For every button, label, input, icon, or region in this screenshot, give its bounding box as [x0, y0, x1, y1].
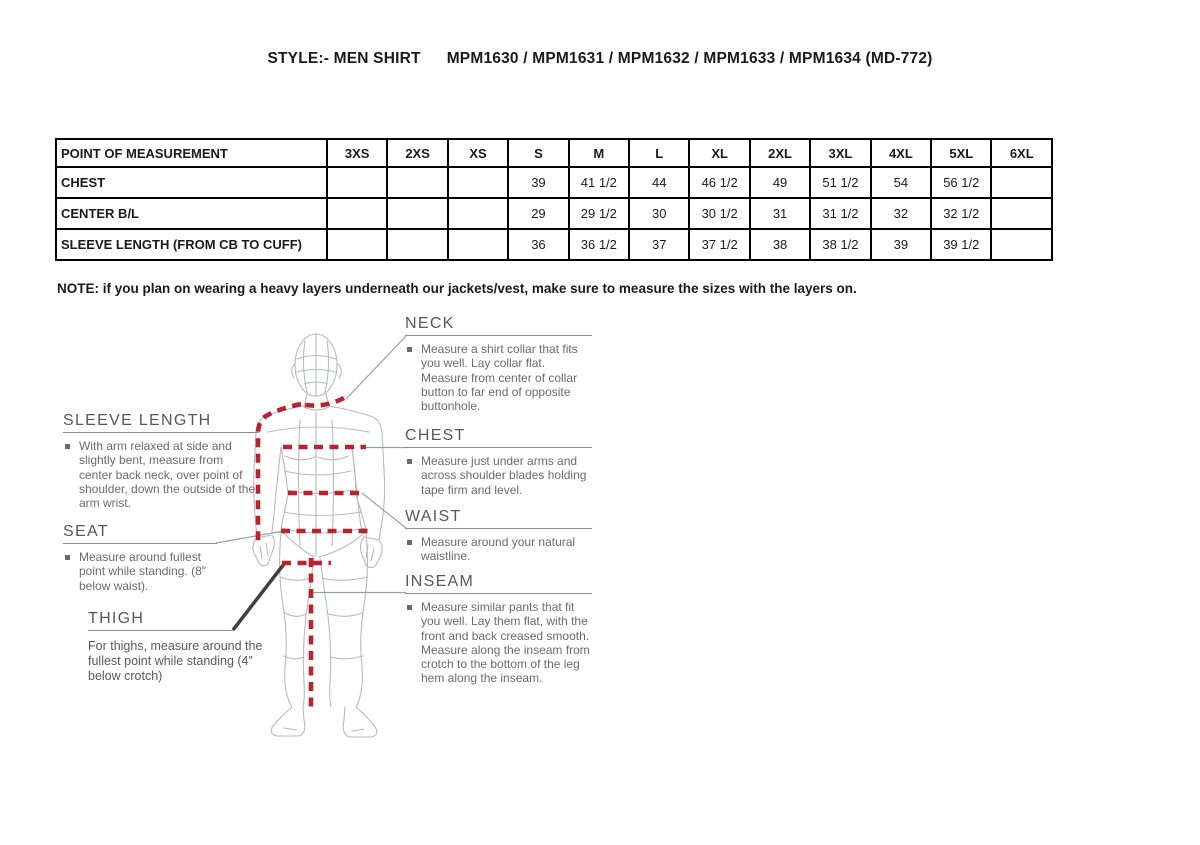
sleeve-length-heading: SLEEVE LENGTH — [63, 412, 259, 433]
thigh-description: For thighs, measure around the fullest point while standing (4” below crotch) — [88, 639, 263, 683]
waist-description-wrap — [405, 535, 592, 564]
inseam-heading: INSEAM — [405, 573, 592, 594]
size-value-cell: 29 1/2 — [569, 198, 629, 229]
size-value-cell: 29 — [508, 198, 568, 229]
seat-connector-line — [216, 532, 281, 544]
size-value-cell: 38 1/2 — [810, 229, 870, 260]
page-title — [0, 50, 1200, 68]
body-wireframe-figure — [253, 334, 385, 737]
size-value-cell — [448, 229, 508, 260]
size-value-cell — [448, 198, 508, 229]
size-value-cell — [327, 229, 387, 260]
row-label: SLEEVE LENGTH (FROM CB TO CUFF) — [56, 229, 327, 260]
table-row — [56, 198, 1052, 229]
table-row — [56, 167, 1052, 198]
size-value-cell — [991, 198, 1052, 229]
size-value-cell: 39 — [871, 229, 931, 260]
column-header-size: 2XL — [750, 139, 810, 167]
note-text: NOTE: if you plan on wearing a heavy layers underneath our jackets/vest, make sure to measure the sizes with the layers on. — [57, 281, 857, 296]
column-header-size: M — [569, 139, 629, 167]
table-row — [56, 229, 1052, 260]
column-header-size: XL — [689, 139, 749, 167]
column-header-size: 5XL — [931, 139, 991, 167]
size-table — [55, 138, 1053, 261]
square-bullet-icon — [407, 605, 412, 610]
waist-heading: WAIST — [405, 508, 592, 529]
inseam-description-wrap — [405, 600, 592, 686]
square-bullet-icon — [407, 540, 412, 545]
size-value-cell: 37 1/2 — [689, 229, 749, 260]
size-value-cell: 36 — [508, 229, 568, 260]
column-header-size: 3XS — [327, 139, 387, 167]
size-value-cell: 39 — [508, 167, 568, 198]
sleeve-length-description-wrap — [63, 439, 259, 510]
size-value-cell: 30 — [629, 198, 689, 229]
thigh-heading: THIGH — [88, 610, 235, 631]
table-header-row — [56, 139, 1052, 167]
inseam-description: Measure similar pants that fit you well. Lay them flat, with the front and back creased smooth. Measure along the inseam from crotch to the bottom of the leg hem along the inseam. — [421, 600, 590, 686]
neck-description: Measure a shirt collar that fits you well. Lay collar flat. Measure from center of collar button to far end of opposite buttonhole. — [421, 342, 578, 414]
waist-description: Measure around your natural waistline. — [421, 535, 576, 564]
column-header-size: L — [629, 139, 689, 167]
column-header-size: XS — [448, 139, 508, 167]
waist-section — [405, 508, 592, 564]
thigh-connector-line — [233, 564, 284, 630]
neck-connector-line — [346, 336, 406, 399]
square-bullet-icon — [65, 444, 70, 449]
row-label: CENTER B/L — [56, 198, 327, 229]
chest-description-wrap — [405, 454, 592, 497]
size-value-cell: 37 — [629, 229, 689, 260]
size-value-cell — [991, 167, 1052, 198]
chest-section — [405, 427, 592, 497]
chest-description: Measure just under arms and across shoulder blades holding tape firm and level. — [421, 454, 587, 497]
chest-heading: CHEST — [405, 427, 592, 448]
neck-heading: NECK — [405, 315, 592, 336]
size-value-cell — [327, 167, 387, 198]
waist-connector-line — [362, 493, 406, 528]
size-value-cell: 30 1/2 — [689, 198, 749, 229]
size-value-cell — [387, 167, 447, 198]
measurement-lines — [258, 398, 369, 708]
size-value-cell: 32 1/2 — [931, 198, 991, 229]
neck-measure-line — [301, 398, 344, 406]
size-value-cell — [387, 229, 447, 260]
seat-description-wrap — [63, 550, 217, 593]
size-value-cell — [448, 167, 508, 198]
size-value-cell: 36 1/2 — [569, 229, 629, 260]
column-header-size: S — [508, 139, 568, 167]
size-value-cell: 38 — [750, 229, 810, 260]
square-bullet-icon — [407, 347, 412, 352]
style-label: STYLE:- MEN SHIRT — [267, 50, 421, 67]
size-value-cell: 56 1/2 — [931, 167, 991, 198]
size-value-cell: 54 — [871, 167, 931, 198]
size-value-cell: 31 1/2 — [810, 198, 870, 229]
square-bullet-icon — [65, 555, 70, 560]
seat-heading: SEAT — [63, 523, 217, 544]
neck-section — [405, 315, 592, 413]
size-value-cell: 41 1/2 — [569, 167, 629, 198]
column-header-point-of-measurement: POINT OF MEASUREMENT — [56, 139, 327, 167]
sleeve-length-section — [63, 412, 259, 510]
size-value-cell: 32 — [871, 198, 931, 229]
style-models: MPM1630 / MPM1631 / MPM1632 / MPM1633 / MPM1634 (MD-772) — [446, 50, 933, 67]
inseam-section — [405, 573, 592, 686]
column-header-size: 6XL — [991, 139, 1052, 167]
column-header-size: 2XS — [387, 139, 447, 167]
column-header-size: 3XL — [810, 139, 870, 167]
size-value-cell: 44 — [629, 167, 689, 198]
size-value-cell: 31 — [750, 198, 810, 229]
size-value-cell — [991, 229, 1052, 260]
square-bullet-icon — [407, 459, 412, 464]
sleeve-length-description: With arm relaxed at side and slightly bent, measure from center back neck, over point of shoulder, down the outside of the arm wrist. — [79, 439, 256, 511]
size-value-cell — [387, 198, 447, 229]
size-value-cell — [327, 198, 387, 229]
size-table-wrap — [55, 138, 1053, 261]
seat-section — [63, 523, 217, 593]
row-label: CHEST — [56, 167, 327, 198]
size-value-cell: 51 1/2 — [810, 167, 870, 198]
size-value-cell: 39 1/2 — [931, 229, 991, 260]
neck-description-wrap — [405, 342, 592, 413]
thigh-section — [88, 610, 263, 684]
seat-description: Measure around fullest point while standing. (8" below waist). — [79, 550, 207, 593]
size-value-cell: 49 — [750, 167, 810, 198]
sleeve-measure-line — [258, 404, 301, 544]
size-value-cell: 46 1/2 — [689, 167, 749, 198]
column-header-size: 4XL — [871, 139, 931, 167]
